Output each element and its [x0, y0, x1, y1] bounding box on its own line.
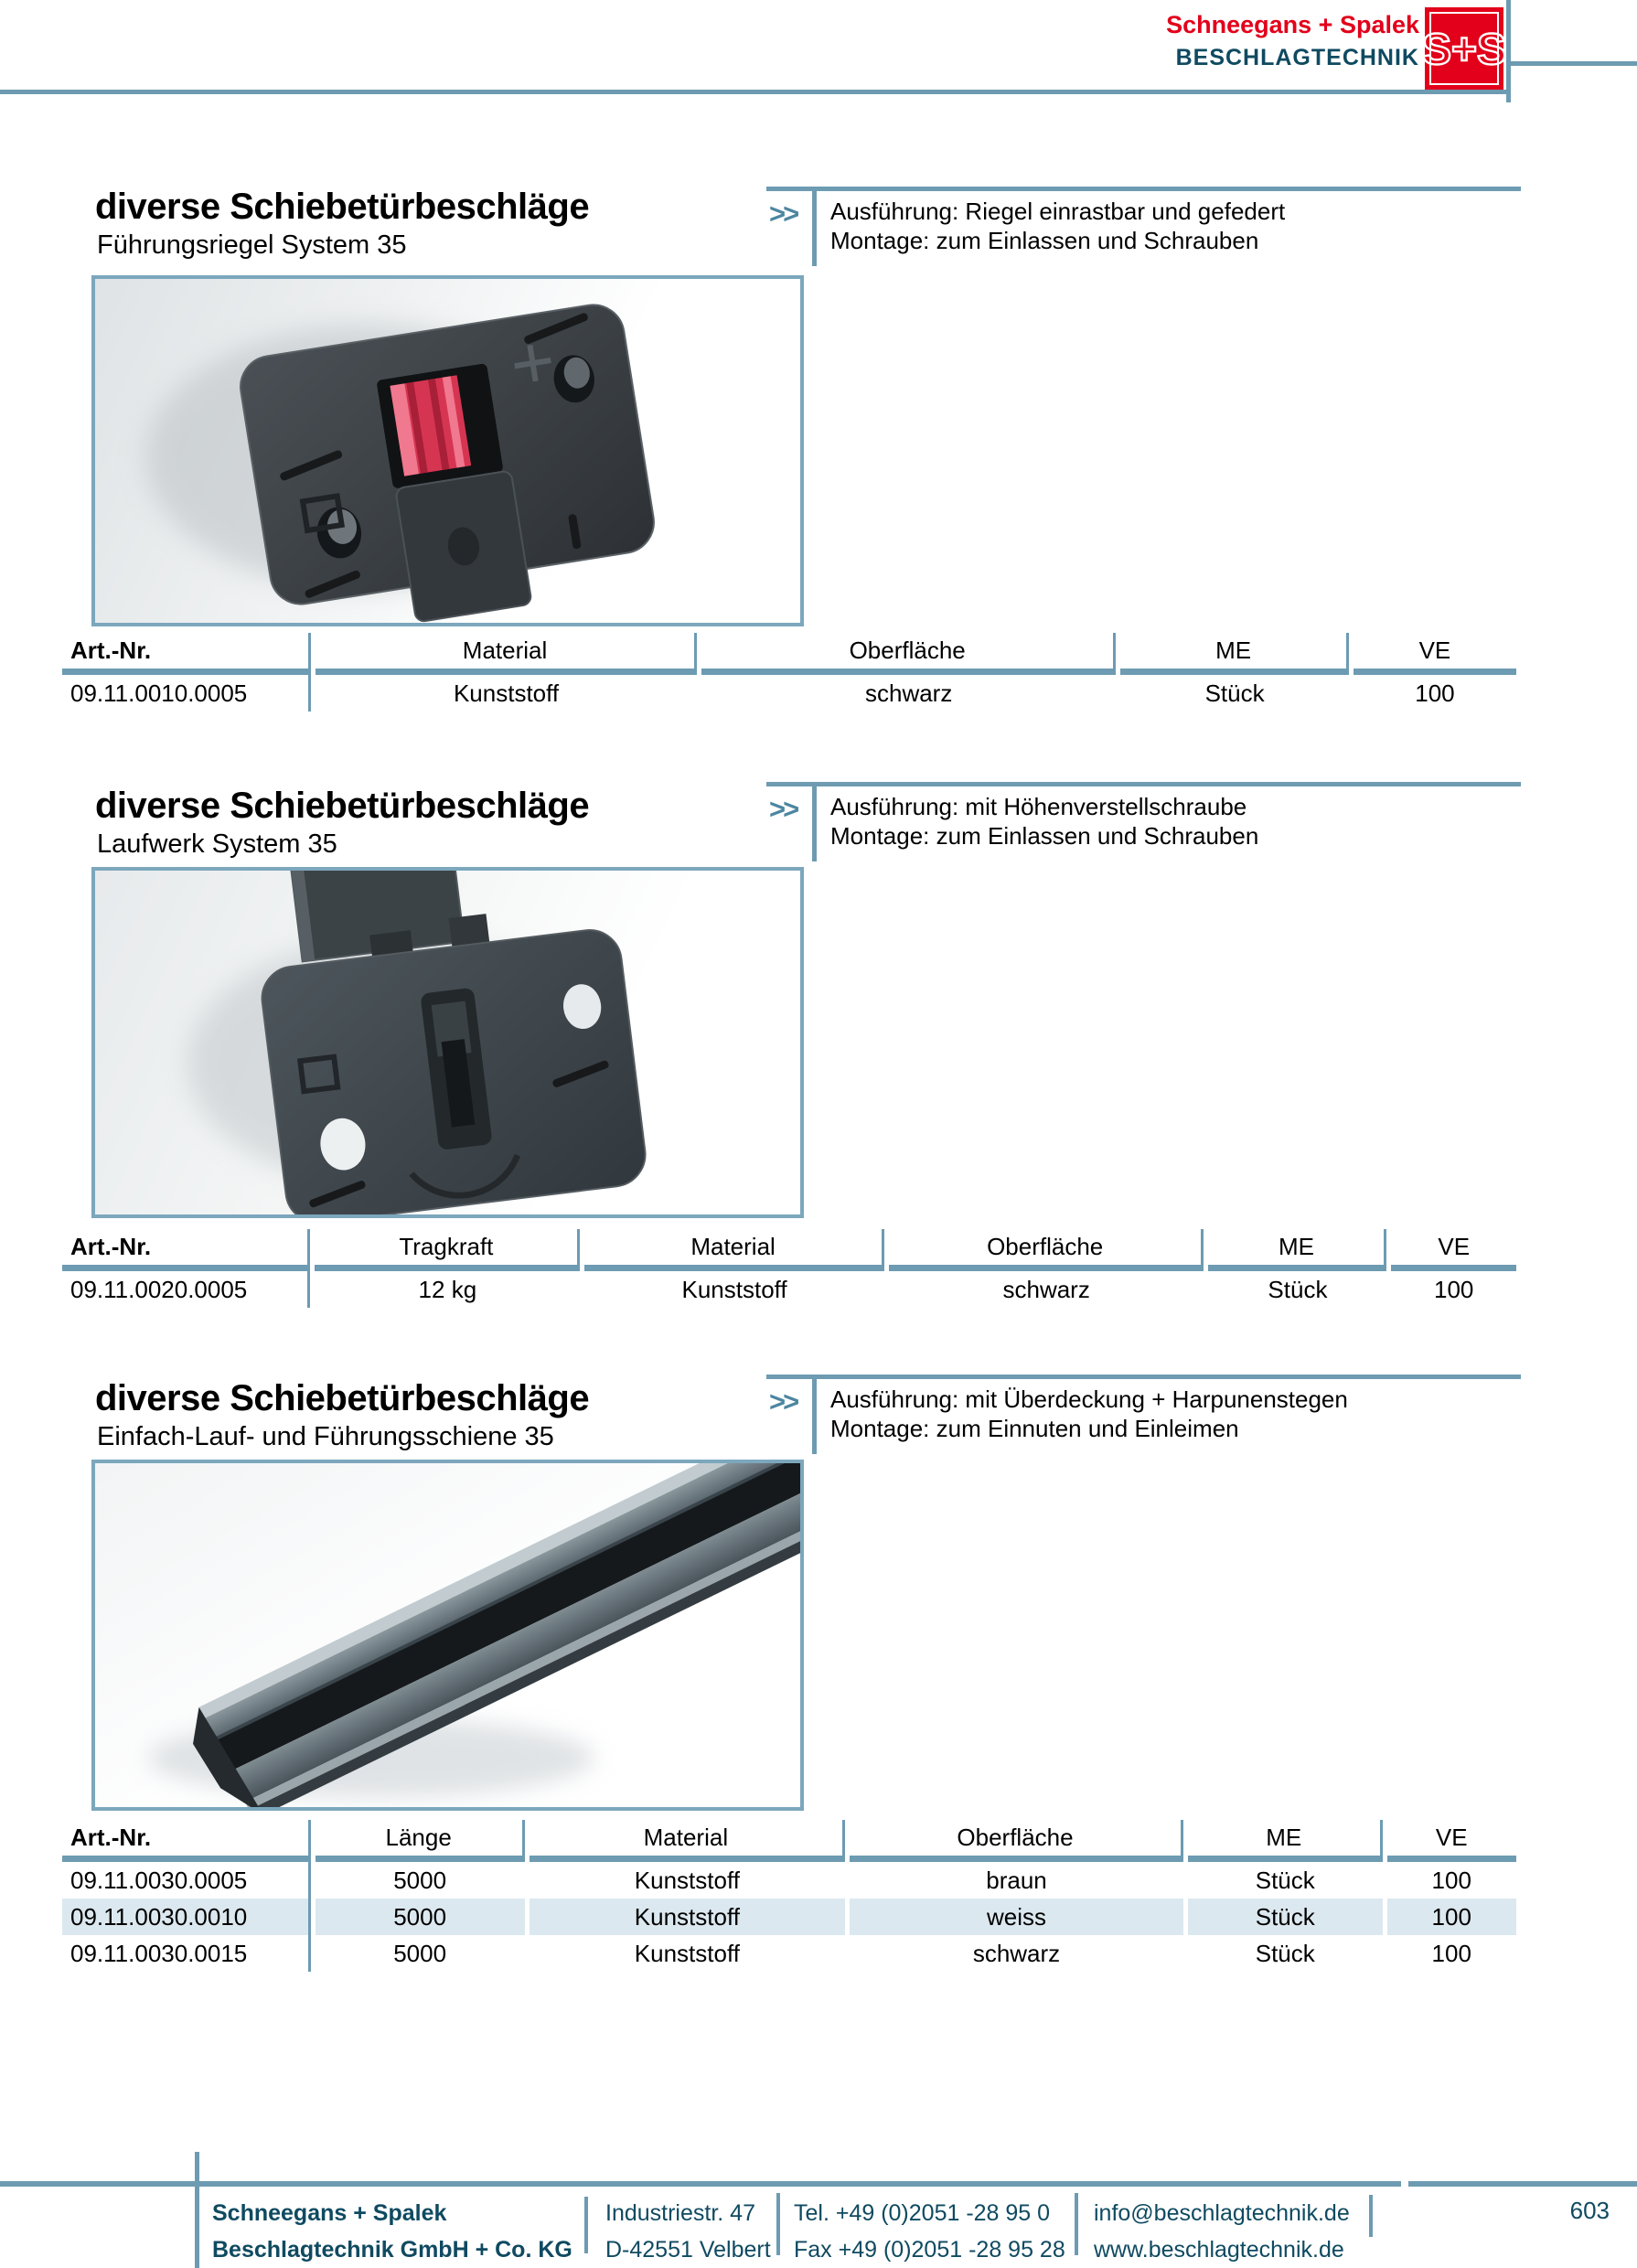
me-cell: Stück — [1188, 1899, 1382, 1935]
page-number: 603 — [1569, 2197, 1610, 2224]
oberflaeche-cell: schwarz — [850, 1935, 1183, 1972]
header-rule-right — [1511, 61, 1637, 66]
ve-cell: 100 — [1353, 675, 1516, 711]
product-photo-laufwerk — [91, 867, 804, 1218]
footer-company-line2: Beschlagtechnik GmbH + Co. KG — [212, 2237, 572, 2263]
table-row — [62, 1271, 1516, 1308]
column-header-artnr: Art.-Nr. — [62, 1820, 311, 1862]
info-text — [812, 1379, 1348, 1454]
column-header-oberflaeche: Oberfläche — [701, 633, 1116, 675]
table-row — [62, 675, 1516, 711]
column-header-laenge: Länge — [316, 1820, 525, 1862]
column-header-ve: VE — [1387, 1820, 1517, 1862]
footer-rule-right — [1408, 2181, 1637, 2187]
footer-fax: Fax +49 (0)2051 -28 95 28 — [794, 2237, 1065, 2263]
artnr-cell: 09.11.0010.0005 — [62, 675, 311, 711]
footer-city: D-42551 Velbert — [605, 2237, 771, 2263]
column-header-me: ME — [1208, 1229, 1386, 1271]
artnr-cell: 09.11.0030.0005 — [62, 1862, 311, 1899]
info-line-montage: Montage: zum Einnuten und Einleimen — [830, 1415, 1239, 1442]
oberflaeche-cell: braun — [850, 1862, 1183, 1899]
footer-company — [212, 2195, 572, 2268]
material-cell: Kunststoff — [530, 1935, 845, 1972]
footer-rule-left — [0, 2181, 1401, 2187]
column-header-material: Material — [530, 1820, 845, 1862]
footer-website: www.beschlagtechnik.de — [1094, 2237, 1344, 2263]
s-plus-s-logo-icon — [1425, 7, 1503, 90]
table-row — [62, 1899, 1516, 1935]
brand-name: Schneegans + Spalek — [1166, 11, 1419, 38]
column-header-ve: VE — [1391, 1229, 1516, 1271]
artnr-cell: 09.11.0030.0010 — [62, 1899, 311, 1935]
header-rule-left — [0, 90, 1506, 94]
section-title: diverse Schiebetürbeschläge — [95, 1378, 590, 1418]
column-header-ve: VE — [1353, 633, 1516, 675]
section-3-info-box — [766, 1375, 1521, 1454]
footer-email: info@beschlagtechnik.de — [1094, 2200, 1350, 2226]
column-header-me: ME — [1120, 633, 1349, 675]
oberflaeche-cell: schwarz — [701, 675, 1116, 711]
double-chevron-icon: >> — [769, 1385, 797, 1418]
column-header-artnr: Art.-Nr. — [62, 1229, 310, 1271]
section-subtitle: Führungsriegel System 35 — [97, 230, 407, 260]
section-1-title-block — [95, 186, 754, 261]
footer-street: Industriestr. 47 — [605, 2200, 755, 2226]
ve-cell: 100 — [1387, 1899, 1517, 1935]
brand-logo — [1425, 7, 1503, 90]
footer-web — [1094, 2195, 1350, 2268]
product-table-3 — [58, 1820, 1521, 1972]
laufschiene-illustration — [95, 1463, 800, 1807]
info-text — [812, 191, 1285, 266]
section-2-title-block — [95, 785, 754, 860]
header-vertical-rule — [1506, 0, 1511, 102]
brand-tagline: BESCHLAGTECHNIK — [1175, 45, 1419, 70]
column-header-tragkraft: Tragkraft — [315, 1229, 580, 1271]
me-cell: Stück — [1188, 1935, 1382, 1972]
table-row — [62, 1862, 1516, 1899]
footer-separator — [1075, 2193, 1078, 2255]
double-chevron-icon: >> — [769, 198, 797, 230]
section-subtitle: Laufwerk System 35 — [97, 829, 337, 859]
section-title: diverse Schiebetürbeschläge — [95, 786, 590, 826]
fuehrungsriegel-illustration — [95, 279, 800, 623]
ve-cell: 100 — [1387, 1935, 1517, 1972]
column-header-artnr: Art.-Nr. — [62, 633, 311, 675]
section-1-info-box — [766, 187, 1521, 266]
column-header-me: ME — [1188, 1820, 1382, 1862]
column-header-material: Material — [584, 1229, 884, 1271]
product-photo-laufschiene — [91, 1460, 804, 1811]
material-cell: Kunststoff — [584, 1271, 884, 1308]
me-cell: Stück — [1188, 1862, 1382, 1899]
footer-separator — [584, 2197, 588, 2253]
info-line-ausfuehrung: Ausführung: Riegel einrastbar und gefedert — [830, 198, 1286, 225]
laenge-cell: 5000 — [316, 1935, 525, 1972]
info-line-ausfuehrung: Ausführung: mit Höhenverstellschraube — [830, 793, 1247, 820]
oberflaeche-cell: weiss — [850, 1899, 1183, 1935]
section-subtitle: Einfach-Lauf- und Führungsschiene 35 — [97, 1422, 554, 1451]
ve-cell: 100 — [1387, 1862, 1517, 1899]
info-line-montage: Montage: zum Einlassen und Schrauben — [830, 822, 1259, 850]
column-header-material: Material — [316, 633, 697, 675]
laufwerk-illustration — [95, 871, 800, 1214]
oberflaeche-cell: schwarz — [889, 1271, 1204, 1308]
artnr-cell: 09.11.0020.0005 — [62, 1271, 310, 1308]
footer-separator — [776, 2193, 780, 2255]
footer-separator — [1369, 2195, 1373, 2237]
table-header-row — [62, 1229, 1516, 1271]
product-table-2 — [58, 1229, 1521, 1308]
artnr-cell: 09.11.0030.0015 — [62, 1935, 311, 1972]
svg-text:S+S: S+S — [1425, 26, 1503, 74]
footer-phone — [794, 2195, 1065, 2268]
ve-cell: 100 — [1391, 1271, 1516, 1308]
info-line-ausfuehrung: Ausführung: mit Überdeckung + Harpunenstegen — [830, 1385, 1348, 1413]
tragkraft-cell: 12 kg — [315, 1271, 580, 1308]
column-header-oberflaeche: Oberfläche — [889, 1229, 1204, 1271]
info-line-montage: Montage: zum Einlassen und Schrauben — [830, 227, 1259, 254]
info-text — [812, 786, 1258, 861]
double-chevron-icon: >> — [769, 793, 797, 825]
material-cell: Kunststoff — [316, 675, 697, 711]
section-3-title-block — [95, 1377, 754, 1452]
me-cell: Stück — [1208, 1271, 1386, 1308]
table-row — [62, 1935, 1516, 1972]
footer-address — [605, 2195, 771, 2268]
product-table-1 — [58, 633, 1521, 711]
footer-vertical-rule — [195, 2152, 199, 2268]
material-cell: Kunststoff — [530, 1862, 845, 1899]
table-header-row — [62, 633, 1516, 675]
column-header-oberflaeche: Oberfläche — [850, 1820, 1183, 1862]
footer-tel: Tel. +49 (0)2051 -28 95 0 — [794, 2200, 1051, 2226]
table-header-row — [62, 1820, 1516, 1862]
laenge-cell: 5000 — [316, 1862, 525, 1899]
section-title: diverse Schiebetürbeschläge — [95, 187, 590, 227]
me-cell: Stück — [1120, 675, 1349, 711]
material-cell: Kunststoff — [530, 1899, 845, 1935]
footer-company-line1: Schneegans + Spalek — [212, 2200, 447, 2226]
product-photo-fuehrungsriegel — [91, 275, 804, 626]
laenge-cell: 5000 — [316, 1899, 525, 1935]
section-2-info-box — [766, 782, 1521, 861]
